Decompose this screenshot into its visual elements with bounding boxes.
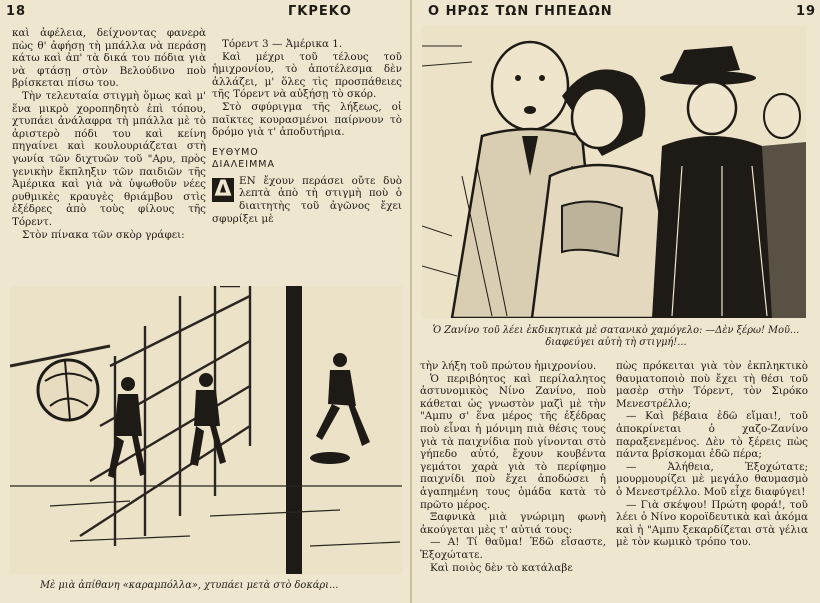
paragraph: Τόρεντ 3 — Ἀμέρικα 1. (222, 38, 343, 50)
paragraph: — Ἀλήθεια, Ἐξοχώτατε; μουρμουρίζει μὲ μεγάλο θαυμασμὸ ὁ Μενεστρέλλο. Μοῦ εἶχε διαφύγει! (616, 460, 808, 498)
left-column-1 (12, 27, 206, 279)
running-title-series: Ο ΗΡΩΣ ΤΩΝ ΓΗΠΕΔΩΝ (428, 4, 613, 19)
paragraph: Στὸν πίνακα τῶν σκὸρ γράφει: (22, 228, 185, 241)
paragraph: Τὴν τελευταία στιγμὴ ὅμως καὶ μ' ἕνα μικρὸ χοροπηδητὸ ἐπὶ τόπου, χτυπάει ἀνάλαφρα τὴ μπάλλα μὲ τὸ ἀριστερὸ πόδι του καὶ κείνη πηγαίνει καὶ κουλουριάζεται στὴ γωνία τῶν διχτυῶν τοῦ "Αρυ, πρὸς γενικὴν ἔκπληξιν τῶν παιδιῶν τῆς Ἀμέρικα καὶ γιὰ νὰ ὑψωθοῦν νέες ρυθμικὲς κραυγὲς θριάμβου στὶς ἐξέδρες ἀπὸ τοὺς φίλους τῆς Τόρεντ. (12, 89, 206, 228)
paragraph: — Α! Τί θαῦμα! Ἐδῶ εἴσαστε, Ἐξοχώτατε. (420, 536, 606, 561)
section-subheading (212, 147, 402, 171)
paragraph: Καὶ μέχρι τοῦ τέλους τοῦ ἡμιχρονίου, τὸ ἀποτέλεσμα δὲν ἀλλάζει, μ' ὅλες τὶς προσπάθειες τῆς Τόρεντ νὰ αὐξήσῃ τὸ σκόρ. (212, 50, 402, 101)
paragraph-text: ΕΝ ἔχουν περάσει οὔτε δυὸ λεπτὰ ἀπὸ τὴ στιγμὴ ποὺ ὁ διαιτητὴς τοῦ ἀγῶνος ἔχει σφυρίξει μὲ (212, 174, 402, 225)
subheading-line-2: ΔΙΑΛΕΙΜΜΑ (212, 158, 275, 170)
paragraph: καὶ ἀφέλεια, δείχνοντας φανερὰ πὼς θ' ἀφήσῃ τὴ μπάλλα νὰ περάσῃ κάτω καὶ ἀπ' τὰ δικά του πόδια γιὰ νὰ φτάσῃ στὸν Βελούδινο ποὺ βρίσκεται πίσω του. (12, 27, 206, 90)
page-gutter (410, 0, 412, 603)
paragraph: πὼς πρόκειται γιὰ τὸν ἐκπληκτικὸ θαυματοποιὸ ποὺ ἔχει τὴ θέσι τοῦ μασὲρ στὴν Τόρεντ, τὸν Σιρόκο Μενεστρέλλο; (616, 360, 808, 410)
paragraph: Καὶ ποιὸς δὲν τὸ κατάλαβε (430, 561, 573, 574)
right-illustration-caption: Ὁ Ζανίνο τοῦ λέει ἐκδικητικὰ μὲ σατανικὸ χαμόγελο: —Δὲν ξέρω! Μοῦ... διαφεύγει αὐτὴ τὴ στιγμή!... (432, 325, 800, 348)
left-illustration-caption: Μὲ μιὰ ἀπίθανη «καραμπόλλα», χτυπάει μετὰ στὸ δοκάρι... (40, 580, 339, 591)
drop-cap: Δ (212, 178, 234, 202)
right-column-2 (616, 360, 808, 600)
spectators-illustration (422, 26, 806, 318)
goal-post (286, 286, 302, 574)
paragraph: Ξαφνικὰ μιὰ γνώριμη φωνὴ ἀκούγεται μὲς τ' αὐτιά τους: (420, 511, 606, 536)
paragraph: — Γιὰ σκέψου! Πρώτη φορά!, τοῦ λέει ὁ Νίνο κοροϊδευτικὰ καὶ ἀκόμα καὶ ἡ "Αμπυ ξεκαρδίζεται στὰ γέλια μὲ τὸν κωμικὸ τρόπο του. (616, 498, 808, 549)
left-column-2 (212, 38, 402, 278)
paragraph: Ὁ περιβόητος καὶ περίλαλητος ἀστυνομικὸς Νίνο Ζανίνο, ποὺ κάθεται ὡς γνωστὸν μαζὶ μὲ τὴν "Αμπυ σ' ἕνα μέρος τῆς ἐξέδρας ποὺ εἶναι ἡ μόνιμη πιὰ θέσις τους γιὰ τὰ παιχνίδια ποὺ γίνονται στὸ γήπεδο αὐτό, ἔχουν κουβέντα γεμάτοι χαρὰ γιὰ τὸ περίφημο παιχνίδι ποὺ ἔχει ἀποδώσει ἡ ἀγαπημένη τους ὁμάδα κατὰ τὸ πρῶτο μέρος. (420, 372, 606, 511)
subheading-line-1: ΕΥΘΥΜΟ (212, 146, 259, 158)
left-page-number: 18 (6, 4, 27, 19)
spectators-drawing (422, 26, 806, 318)
right-page-number: 19 (796, 4, 817, 19)
goal-illustration (10, 286, 402, 574)
paragraph-with-dropcap (212, 175, 402, 225)
paragraph: τὴν λήξη τοῦ πρώτου ἡμιχρονίου. (420, 360, 597, 372)
paragraph: Στὸ σφύριγμα τῆς λήξεως, οἱ παῖκτες κουρασμένοι παίρνουν τὸ δρόμο γιὰ τ' ἀποδυτήρια. (212, 100, 402, 139)
running-title-name: ΓΚΡΕΚΟ (288, 4, 352, 19)
right-column-1 (420, 360, 606, 600)
paragraph: — Καὶ βέβαια ἐδῶ εἴμαι!, τοῦ ἀποκρίνεται ὁ χαζο-Ζανίνο παραξενεμένος. Δὲν τὸ ξέρεις πὼς πάντα βρίσκομαι ἐδῶ πέρα; (616, 410, 808, 461)
goal-drawing (10, 286, 402, 574)
